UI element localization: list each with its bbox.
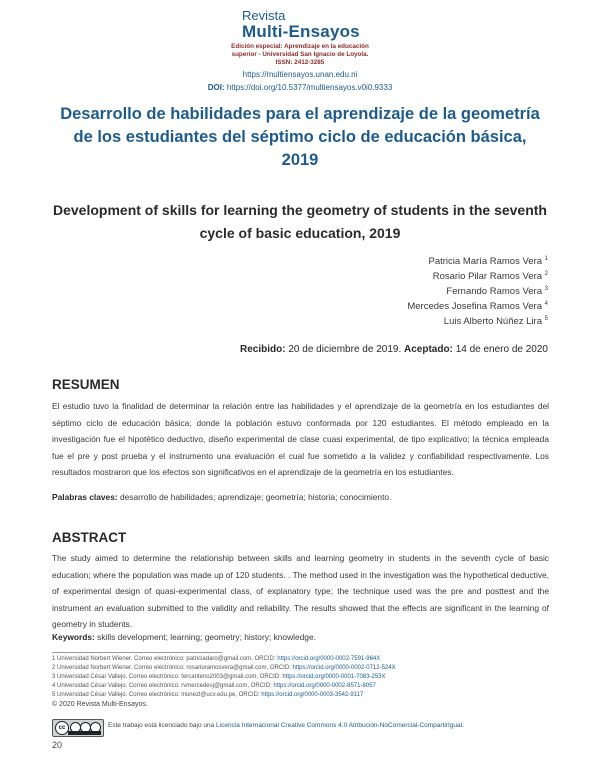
journal-name: Multi-Ensayos: [242, 22, 360, 41]
footnote-1: [52, 656, 380, 662]
edition-line-1: Edición especial: Aprendizaje en la educación: [231, 43, 369, 50]
abstract-text: The study aimed to determine the relationship between skills and learning geometry in students in the seventh cycle of basic education; where the population was made up of 120 students. . The method used in the investigation was the hypothetical deductive, of experimental design of quasi-experimental class, of explanatory type; the technique used was the pre and posttest and the instrument an evaluation submitted to the validity and reliability. The results showed that the effects are significant in the learning of geometry in students.: [52, 553, 549, 629]
title-english: Development of skills for learning the geometry of students in the seventh cycle of basic education, 2019: [53, 202, 547, 241]
resumen-keywords: [52, 492, 549, 502]
page-number: 20: [52, 740, 63, 750]
license-line: [108, 722, 464, 729]
author-footnote-ref: 3: [544, 286, 548, 292]
journal-url[interactable]: https://multiensayos.unan.edu.ni: [242, 70, 358, 79]
orcid-link[interactable]: https://orcid.org/0000-0002-7591-964X: [277, 656, 381, 662]
issn: ISSN: 2412-3285: [275, 59, 325, 66]
footnote-5: [52, 692, 363, 698]
footnote-3: [52, 674, 386, 680]
author-1: [429, 256, 549, 267]
author-3: [446, 286, 548, 297]
title-spanish: Desarrollo de habilidades para el aprendizaje de la geometría de los estudiantes del séptimo ciclo de educación básica, 2019: [60, 105, 540, 169]
footnote-4: [52, 683, 376, 689]
footnote-rule: [52, 652, 222, 653]
abstract-heading: ABSTRACT: [52, 530, 127, 545]
author-footnote-ref: 4: [544, 301, 548, 307]
orcid-link[interactable]: https://orcid.org/0000-0002-0712-524X: [292, 665, 396, 671]
author-footnote-ref: 1: [544, 256, 548, 262]
keywords-en: skills development; learning; geometry; history; knowledge.: [97, 632, 316, 642]
dates-line: [240, 344, 548, 355]
resumen-text: El estudio tuvo la finalidad de determinar la relación entre las habilidades y el aprendizaje de la geometría en los estudiantes del séptimo ciclo de educación básica; donde la población estuvo conformada por 120 estudiantes. El método empleado en la investigación fue el hipotético deductivo, diseño experimental de clase cuasi experimental, de tipo explicativo; la técnica empleada fue el pre y post prueba y el instrumento una evaluación el cual fue sometido a la validez y confiabilidad respectivamente. Los resultados mostraron que los efectos son significativos en el aprendizaje de la geometría en los estudiantes.: [52, 401, 549, 477]
doi-line: [0, 83, 600, 92]
author-name: Rosario Pilar Ramos Vera: [432, 271, 543, 283]
license-prefix: Este trabajo está licenciado bajo una: [108, 722, 217, 729]
author-5: [444, 316, 548, 327]
keywords-es: desarrollo de habilidades; aprendizaje; geometría; historia; conocimiento.: [119, 492, 392, 502]
footnote-text: 5 Universidad César Vallejo. Correo electrónico: lnunezl@ucv.edu.pe, ORCID:: [52, 692, 262, 698]
author-footnote-ref: 2: [544, 271, 548, 277]
received-date: 20 de diciembre de 2019.: [288, 344, 402, 355]
footnote-2: [52, 665, 396, 671]
orcid-link[interactable]: https://orcid.org/0000-0003-3542-9117: [261, 692, 364, 698]
orcid-link[interactable]: https://orcid.org/0000-0002-8571-8057: [273, 683, 376, 689]
author-name: Fernando Ramos Vera: [446, 286, 543, 298]
accepted-date: 14 de enero de 2020: [455, 344, 548, 355]
footnote-text: 1 Universidad Norbert Wiener. Correo electrónico: patriciadaro@gmail.com, ORCID:: [52, 656, 278, 662]
cc-license-badge[interactable]: [52, 719, 104, 737]
footnote-text: 3 Universidad César Vallejo. Correo electrónico: fercanteno2003@gmail.com, ORCID:: [52, 674, 283, 680]
author-4: [407, 301, 548, 312]
accepted-label: Aceptado:: [404, 344, 453, 355]
author-2: [433, 271, 548, 282]
copyright: © 2020 Revista Multi-Ensayos.: [52, 701, 148, 708]
abstract-keywords: [52, 632, 549, 642]
cc-badge-band: [68, 731, 101, 735]
resumen-heading: RESUMEN: [52, 377, 120, 392]
author-name: Luis Alberto Núñez Lira: [443, 316, 543, 328]
doi-link[interactable]: https://doi.org/10.5377/multiensayos.v0i0.9333: [226, 83, 393, 92]
received-label: Recibido:: [240, 344, 286, 355]
license-link[interactable]: Licencia Internacional Creative Commons 4.0 Atribución-NoComercial-CompartirIgual.: [216, 722, 464, 729]
keywords-label-en: Keywords:: [52, 632, 95, 642]
doi-label: DOI:: [207, 83, 225, 92]
orcid-link[interactable]: https://orcid.org/0000-0001-7083-253X: [282, 674, 386, 680]
author-footnote-ref: 5: [544, 316, 548, 322]
keywords-label-es: Palabras claves:: [52, 492, 118, 502]
footnote-text: 2 Universidad Norbert Wiener. Correo electrónico: rosarioramosvera@gmail.com, ORCID:: [52, 665, 293, 671]
cc-icon: cc: [55, 721, 69, 735]
journal-prefix: Revista: [242, 8, 286, 23]
author-name: Patricia María Ramos Vera: [428, 256, 543, 268]
author-name: Mercedes Josefina Ramos Vera: [407, 301, 543, 313]
edition-line-2: superior - Universidad San Ignacio de Loyola.: [231, 51, 369, 58]
footnote-text: 4 Universidad César Vallejo. Correo electrónico: rvmercedesj@gmail.com, ORCID:: [52, 683, 274, 689]
